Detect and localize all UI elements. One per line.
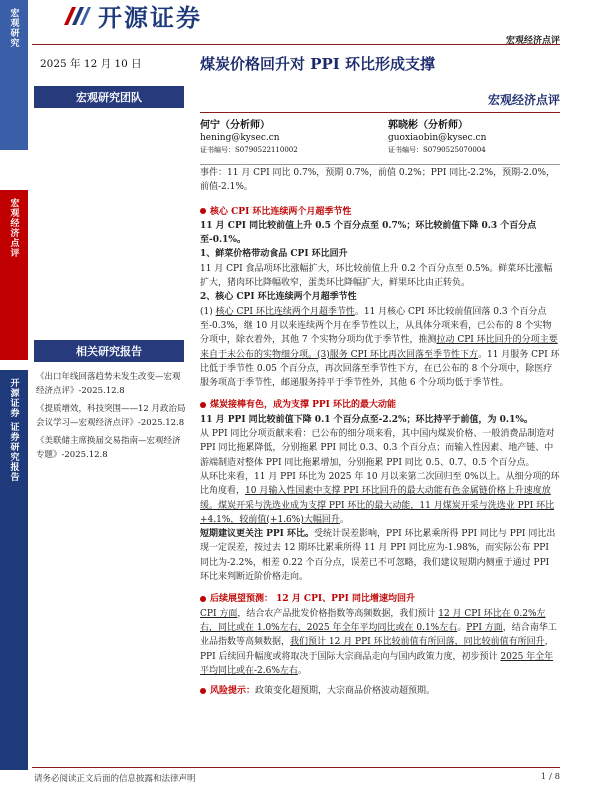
team-label: 宏观研究团队 — [76, 91, 142, 104]
text-run-underlined: 。(3)服务 CPI 环比再次回落至季节性下方 — [308, 349, 478, 360]
section-2-heading — [200, 398, 560, 412]
left-sidebar — [0, 0, 28, 800]
risk-label: 风险提示： — [210, 686, 256, 697]
section-1-sub1: 1、鲜菜价格带动食品 CPI 环比回升 — [200, 249, 348, 260]
analyst-divider — [200, 164, 560, 165]
footer-disclaimer: 请务必阅读正文后面的信息披露和法律声明 — [34, 774, 196, 784]
report-body — [200, 166, 560, 698]
analyst-license: 证书编号：S0790522110002 — [200, 146, 298, 154]
text-run: 。 — [339, 514, 349, 525]
section-2-summary: 11 月 PPI 同比较前值下降 0.1 个百分点至-2.2%；环比持平于前值，为 0.1%。 — [200, 414, 533, 425]
bullet-icon — [200, 688, 206, 694]
related-report-link[interactable]: 《提质增效，科技突围——12 月政治局会议学习—宏观经济点评》-2025.12.8 — [36, 404, 186, 428]
risk-warning — [200, 684, 560, 698]
logo-mark-icon — [60, 1, 92, 29]
text-run-underlined: 我们预计 12 月 PPI 环比较前值有所回落，同比较前值有所回升 — [290, 637, 545, 648]
sidebar-section-review — [0, 190, 28, 360]
related-report-link[interactable]: 《出口年线回落趋势未发生改变—宏观经济点评》-2025.12.8 — [36, 372, 181, 396]
section-2-para3 — [200, 527, 560, 584]
header-divider — [32, 44, 560, 45]
text-run: 。11 月服务 CPI 环比低于季节性 0.05 个百分点，再次回落至季节性下方，在已公布的 8 个分项中，除医疗服务项高于季节性，邮递服务持平于季节性外，其他 6 个分项均低于季节性。 — [200, 349, 560, 389]
header-report-type: 宏观经济点评 — [505, 36, 560, 46]
text-run-bold: 短期建议更关注 PPI 环比。 — [200, 529, 315, 540]
text-run: 从环比来看，11 月 PPI 环比为 2025 年 10 月以来第二次回归至 0%以上。从细分项的环比角度看， — [200, 471, 560, 497]
related-reports-list — [36, 370, 186, 466]
text-run: 。 — [457, 622, 467, 633]
sidebar-label-research: 宏观研究 — [8, 8, 19, 48]
text-run-underlined: 核心 CPI 环比连续两个月超季节性 — [215, 306, 355, 317]
section-1-heading — [200, 205, 560, 219]
section-3-para1 — [200, 607, 560, 678]
section-1-title: 核心 CPI 环比连续两个月超季节性 — [210, 206, 352, 217]
sidebar-label-review: 宏观经济点评 — [8, 198, 19, 258]
related-reports-banner — [34, 340, 184, 362]
text-run: 。 — [297, 665, 307, 676]
sidebar-section-report — [0, 370, 28, 770]
text-run: ，PPI 后续回升幅度或将取决于国际大宗商品走向与国内政策力度，初步预计 — [200, 637, 554, 662]
report-subtitle: 宏观经济点评 — [487, 93, 560, 107]
analyst-email[interactable]: guoxiaobin@kysec.cn — [388, 133, 487, 143]
text-run-underlined: 10 月输入性国素中支撑 PPI 环比回升的最大动能有色金属链价格上升速度放缓。煤炭开采与洗选业成为支撑 PPI 环比的最大动能，11 月煤炭开采与洗选业 PPI 环比+4.1%，较前值(+1.6%)大幅回升 — [200, 486, 555, 525]
analyst-license: 证书编号：S0790525070004 — [388, 146, 486, 154]
text-run-underlined: 2025 年全年平均同比或在-2.6%左右 — [200, 651, 554, 676]
section-2-para1: 从 PPI 同比分项贡献来看：已公布的细分项来看，其中国内煤炭价格、一般消费品制造对 PPI 同比拖累降低，分别拖累 PPI 同比 0.3、0.3 个百分点；而输入性因素、地产链、中游端制造对整体 PPI 同比拖累增加，分别拖累 PPI 同比 0.5、0.7、0.5 个百分点。 — [200, 429, 555, 468]
bullet-icon — [200, 402, 206, 408]
team-banner — [34, 86, 184, 108]
related-heading: 相关研究报告 — [76, 345, 142, 358]
report-title: 煤炭价格回升对 PPI 环比形成支撑 — [200, 55, 436, 73]
text-run-underlined: CPI 方面 — [200, 608, 238, 619]
subtitle-divider — [200, 112, 560, 113]
section-1-summary: 11 月 CPI 同比较前值上升 0.5 个百分点至 0.7%；环比较前值下降 0.3 个百分点至-0.1%。 — [200, 220, 537, 246]
text-run-underlined: PPI 方面 — [466, 622, 503, 633]
section-1-para2 — [200, 305, 560, 391]
sidebar-label-report: 开源证券 证券研究报告 — [8, 378, 19, 483]
footer-divider — [32, 767, 560, 768]
text-run: ，结合南华工业品指数等高频数据， — [200, 622, 557, 648]
analyst-2 — [388, 120, 486, 156]
logo-text: 开源证券 — [98, 3, 202, 32]
risk-text: 政策变化超预期，大宗商品价格波动超预期。 — [255, 686, 436, 697]
section-3-heading — [200, 592, 560, 606]
analyst-1 — [200, 120, 298, 156]
sidebar-section-research — [0, 0, 28, 150]
related-report-link[interactable]: 《美联储主席换届交易指南—宏观经济专题》-2025.12.8 — [36, 436, 181, 460]
analyst-name: 何宁（分析师） — [200, 120, 270, 131]
event-summary: 事件：11 月 CPI 同比 0.7%，预期 0.7%，前值 0.2%；PPI 同比-2.2%，预期-2.0%，前值-2.1%。 — [200, 168, 556, 193]
text-run: 。11 月核心 CPI 环比较前值回落 0.3 个百分点至-0.3%，继 10 月以来连续两个月在季节性以上，从具体分项来看，已公布的 8 个实物分项中，除衣着外，其他 7 个实物分项均优于季节性，推测 — [200, 306, 552, 346]
text-run-underlined: 拉动 CPI 环比回升的分项主要来自于未公布的实物细分项 — [200, 335, 558, 360]
section-1-sub2: 2、核心 CPI 环比连续两个月超季节性 — [200, 292, 357, 303]
company-logo — [60, 0, 202, 30]
text-run-underlined: 12 月 CPI 环比在 0.2%左右，同比或在 1.0%左右，2025 年全年平均同比或在 0.1%左右 — [200, 608, 546, 633]
text-run: 受统计误差影响，PPI 环比累乘所得 PPI 同比与 PPI 同比出现一定误差，按过去 12 期环比累乘所得 11 月 PPI 同比应为-1.98%，而实际公布 PPI 同比为-2.2%，相差 0.22 个百分点，误差已不可忽略，我们建议短期内侧重于通过 PPI 环比来判断近阶价格走向。 — [200, 529, 556, 583]
section-2-title: 煤炭接棒有色，成为支撑 PPI 环比的最大动能 — [210, 400, 397, 411]
text-run: ，结合农产品批发价格指数等高频数据，我们预计 — [237, 608, 439, 619]
bullet-icon — [200, 208, 206, 214]
report-date: 2025 年 12 月 10 日 — [40, 58, 142, 70]
bullet-icon — [200, 596, 206, 602]
section-1-para1: 11 月 CPI 食品项环比涨幅扩大，环比较前值上升 0.2 个百分点至 0.5%。鲜菜环比涨幅扩大，猪肉环比降幅收窄，蛋类环比降幅扩大，鲜果环比由正转负。 — [200, 263, 553, 289]
page-number: 1 / 8 — [540, 772, 560, 782]
section-2-para2 — [200, 470, 560, 527]
text-run: (1) — [200, 306, 216, 317]
analyst-name: 郭晓彬（分析师） — [388, 120, 468, 131]
analyst-email[interactable]: hening@kysec.cn — [200, 133, 280, 143]
section-3-title: 后续展望预测： 12 月 CPI、PPI 同比增速均回升 — [210, 594, 415, 605]
